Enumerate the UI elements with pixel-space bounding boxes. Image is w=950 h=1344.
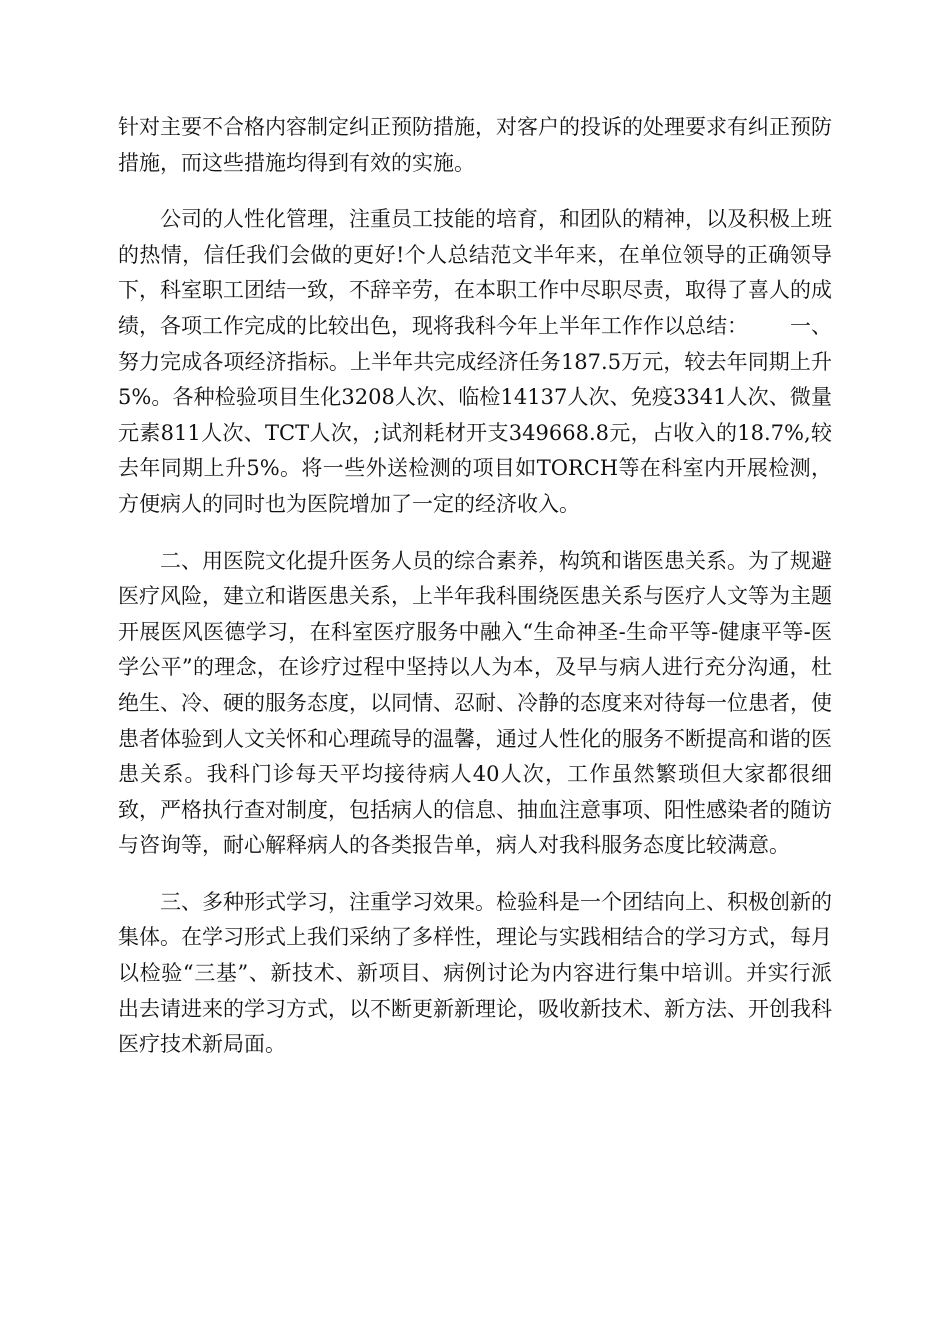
paragraph-1: 针对主要不合格内容制定纠正预防措施，对客户的投诉的处理要求有纠正预防措施，而这些措施均得到有效的实施。 xyxy=(118,115,832,175)
document-body xyxy=(118,110,832,1084)
paragraph-4: 三、多种形式学习，注重学习效果。检验科是一个团结向上、积极创新的集体。在学习形式上我们采纳了多样性，理论与实践相结合的学习方式，每月以检验“三基”、新技术、新项目、病例讨论为内容进行集中培训。并实行派出去请进来的学习方式，以不断更新新理论，吸收新技术、新方法、开创我科医疗技术新局面。 xyxy=(118,889,832,1057)
paragraph-2-text: 公司的人性化管理，注重员工技能的培育，和团队的精神，以及积极上班的热情，信任我们会做的更好!个人总结范文半年来，在单位领导的正确领导下，科室职工团结一致，不辞辛劳，在本职工作中尽职尽责，取得了喜人的成绩，各项工作完成的比较出色，现将我科今年上半年工作作以总结： xyxy=(118,207,832,338)
paragraph-2 xyxy=(118,202,832,522)
paragraph-3: 二、用医院文化提升医务人员的综合素养，构筑和谐医患关系。为了规避医疗风险，建立和谐医患关系，上半年我科围绕医患关系与医疗人文等为主题开展医风医德学习，在科室医疗服务中融入“生命神圣-生命平等-健康平等-医学公平”的理念，在诊疗过程中坚持以人为本，及早与病人进行充分沟通，杜绝生、冷、硬的服务态度，以同情、忍耐、冷静的态度来对待每一位患者，使患者体验到人文关怀和心理疏导的温馨，通过人性化的服务不断提高和谐的医患关系。我科门诊每天平均接待病人40人次，工作虽然繁琐但大家都很细致，严格执行查对制度，包括病人的信息、抽血注意事项、阳性感染者的随访与咨询等，耐心解释病人的各类报告单，病人对我科服务态度比较满意。 xyxy=(118,548,832,858)
paragraph-2-item-one: 一、努力完成各项经济指标。上半年共完成经济任务187.5万元，较去年同期上升5%。各种检验项目生化3208人次、临检14137人次、免疫3341人次、微量元素811人次、TCT人次，;试剂耗材开支349668.8元，占收入的18.7%,较去年同期上升5%。将一些外送检测的项目如TORCH等在科室内开展检测，方便病人的同时也为医院增加了一定的经济收入。 xyxy=(118,313,832,516)
